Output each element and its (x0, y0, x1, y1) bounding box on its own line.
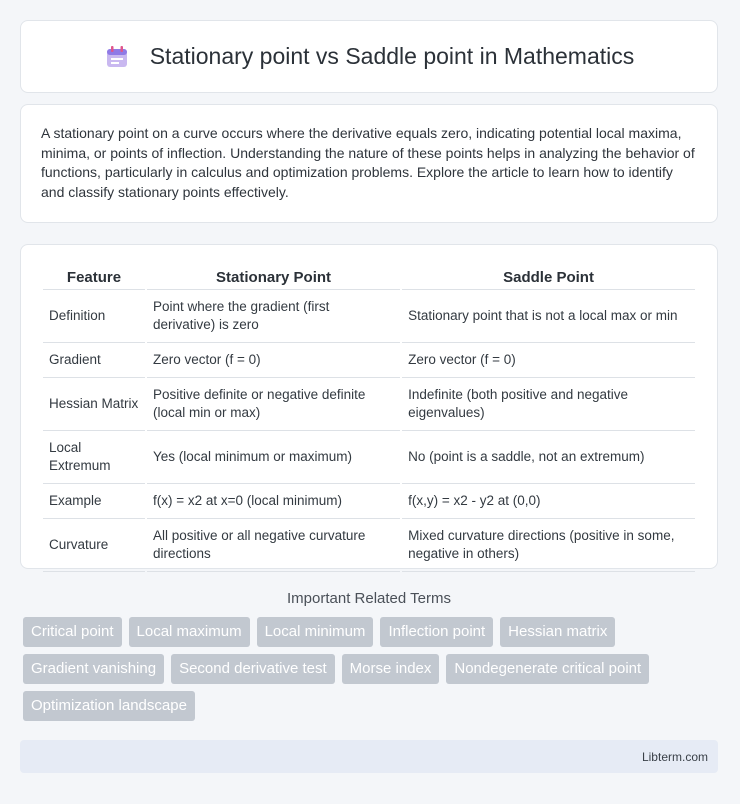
tag-optimization-landscape[interactable]: Optimization landscape (23, 691, 195, 721)
table-row (43, 343, 695, 378)
table-row (43, 290, 695, 343)
cell-saddle: Indefinite (both positive and negative eigenvalues) (402, 378, 695, 431)
cell-saddle: No (point is a saddle, not an extremum) (402, 431, 695, 484)
cell-feature: Curvature (43, 519, 145, 572)
tag-gradient-vanishing[interactable]: Gradient vanishing (23, 654, 164, 684)
header-saddle-point: Saddle Point (402, 265, 695, 290)
cell-saddle: Mixed curvature directions (positive in some, negative in others) (402, 519, 695, 572)
tag-local-minimum[interactable]: Local minimum (257, 617, 374, 647)
cell-stationary: All positive or all negative curvature directions (147, 519, 400, 572)
comparison-table-card (20, 244, 718, 569)
tag-nondegenerate-critical-point[interactable]: Nondegenerate critical point (446, 654, 649, 684)
cell-stationary: Positive definite or negative definite (local min or max) (147, 378, 400, 431)
cell-stationary: Yes (local minimum or maximum) (147, 431, 400, 484)
related-terms-tags (20, 617, 718, 721)
table-header-row (43, 265, 695, 290)
title-card (20, 20, 718, 93)
cell-stationary: f(x) = x2 at x=0 (local minimum) (147, 484, 400, 519)
comparison-table (41, 265, 697, 572)
cell-feature: Hessian Matrix (43, 378, 145, 431)
cell-feature: Definition (43, 290, 145, 343)
table-row (43, 519, 695, 572)
related-terms-title: Important Related Terms (287, 590, 451, 607)
tag-morse-index[interactable]: Morse index (342, 654, 440, 684)
cell-stationary: Zero vector (f = 0) (147, 343, 400, 378)
cell-saddle: Stationary point that is not a local max or min (402, 290, 695, 343)
related-terms-section (20, 590, 718, 721)
tag-second-derivative-test[interactable]: Second derivative test (171, 654, 335, 684)
tag-hessian-matrix[interactable]: Hessian matrix (500, 617, 615, 647)
calendar-icon (104, 44, 130, 70)
cell-saddle: Zero vector (f = 0) (402, 343, 695, 378)
cell-feature: Local Extremum (43, 431, 145, 484)
header-feature: Feature (43, 265, 145, 290)
tag-critical-point[interactable]: Critical point (23, 617, 122, 647)
intro-text: A stationary point on a curve occurs where the derivative equals zero, indicating potential local maxima, minima, or points of inflection. Understanding the nature of these points helps in analyzing the behavior of functions, particularly in calculus and optimization problems. Explore the article to learn how to identify and classify stationary points effectively. (41, 125, 695, 200)
cell-feature: Gradient (43, 343, 145, 378)
footer (20, 740, 718, 773)
table-row (43, 484, 695, 519)
intro-card (20, 104, 718, 223)
tag-inflection-point[interactable]: Inflection point (380, 617, 493, 647)
footer-site-link[interactable]: Libterm.com (641, 749, 708, 764)
table-row (43, 431, 695, 484)
page-title: Stationary point vs Saddle point in Mathematics (149, 43, 635, 69)
header-stationary-point: Stationary Point (147, 265, 400, 290)
cell-feature: Example (43, 484, 145, 519)
cell-saddle: f(x,y) = x2 - y2 at (0,0) (402, 484, 695, 519)
tag-local-maximum[interactable]: Local maximum (129, 617, 250, 647)
table-row (43, 378, 695, 431)
cell-stationary: Point where the gradient (first derivative) is zero (147, 290, 400, 343)
